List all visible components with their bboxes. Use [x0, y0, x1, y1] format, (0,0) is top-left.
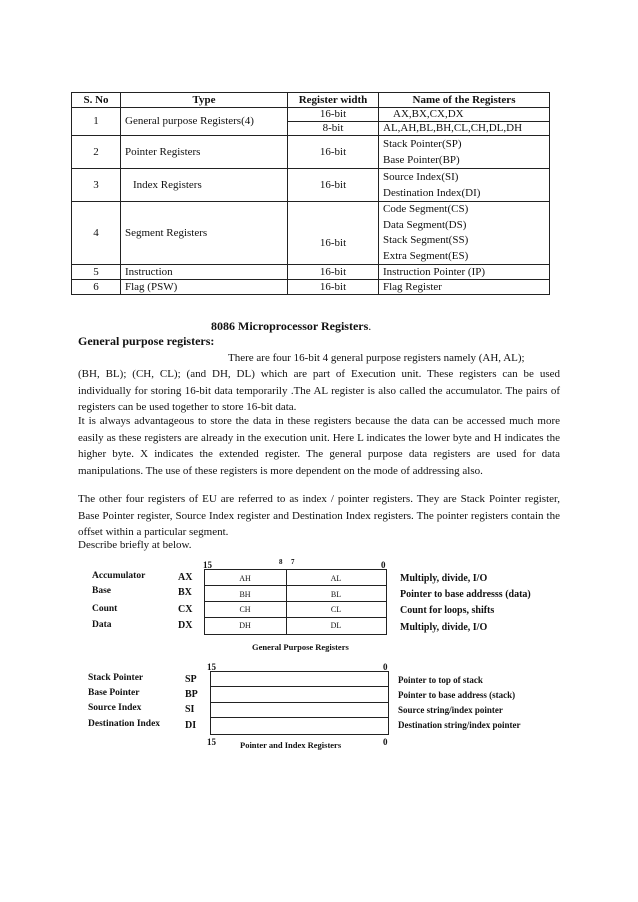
- row-type: Segment Registers: [121, 202, 288, 265]
- row-divider: [210, 686, 388, 687]
- register-name: Data: [92, 620, 112, 630]
- paragraph-4: Describe briefly at below.: [78, 539, 192, 551]
- table-row: [72, 108, 550, 122]
- row-names: Instruction Pointer (IP): [379, 265, 550, 280]
- register-name: Base Pointer: [88, 688, 140, 698]
- row-no: 1: [72, 108, 121, 136]
- gp-figure-caption: General Purpose Registers: [252, 642, 349, 652]
- bit-label: 15: [207, 737, 216, 747]
- high-byte: CH: [239, 605, 251, 614]
- register-code: SP: [185, 674, 197, 685]
- row-width: 16-bit: [288, 169, 379, 202]
- table-header-row: [72, 93, 550, 108]
- high-byte: DH: [239, 621, 251, 630]
- bit-label: 15: [207, 662, 216, 672]
- register-name: Base: [92, 586, 111, 596]
- row-width: 16-bit: [288, 136, 379, 169]
- table-row: [72, 136, 550, 169]
- row-no: 6: [72, 280, 121, 295]
- register-desc: Count for loops, shifts: [400, 605, 495, 616]
- register-desc: Multiply, divide, I/O: [400, 573, 488, 584]
- name-line: Extra Segment(ES): [383, 249, 469, 262]
- register-code: CX: [178, 604, 193, 615]
- header-width: Register width: [288, 93, 379, 108]
- register-code: DX: [178, 620, 193, 631]
- register-name: Accumulator: [92, 571, 146, 581]
- row-width: 16-bit: [288, 202, 379, 265]
- row-no: 4: [72, 202, 121, 265]
- row-width: 8-bit: [288, 122, 379, 136]
- row-width: 16-bit: [288, 108, 379, 122]
- bit-label: 0: [381, 560, 386, 570]
- bit-label: 0: [383, 737, 388, 747]
- name-line: Base Pointer(BP): [383, 154, 460, 166]
- caption-period: .: [368, 319, 372, 333]
- low-byte: DL: [330, 621, 342, 630]
- row-names: AL,AH,BL,BH,CL,CH,DL,DH: [379, 122, 550, 136]
- row-no: 2: [72, 136, 121, 169]
- register-name: Source Index: [88, 703, 142, 713]
- paragraph-1: (BH, BL); (CH, CL); (and DH, DL) which are part of Execution unit. These registers can be used individually for storing 16-bit data temporarily .The AL register is also called the accumulator. The pairs of registers can be used together to store 16-bit data.: [78, 368, 560, 413]
- paragraph-3: The other four registers of EU are referred to as index / pointer registers. They are Stack Pointer register, Base Pointer register, Source Index register and Destination Index registers. The pointer registers contain the offset within a particular segment.: [78, 493, 560, 538]
- row-type: Instruction: [121, 265, 288, 280]
- row-type: Flag (PSW): [121, 280, 288, 295]
- paragraph-1-line-1: There are four 16-bit 4 general purpose registers namely (AH, AL);: [228, 352, 525, 364]
- row-no: 3: [72, 169, 121, 202]
- row-names: [379, 169, 550, 202]
- low-byte: BL: [330, 590, 342, 599]
- table-row: [72, 169, 550, 202]
- register-code: SI: [185, 704, 195, 715]
- row-names: [379, 202, 550, 265]
- header-names: Name of the Registers: [379, 93, 550, 108]
- register-code: BP: [185, 689, 198, 700]
- page-caption: [211, 319, 371, 334]
- name-line: Stack Segment(SS): [383, 234, 469, 246]
- bit-label: 15: [203, 560, 212, 570]
- register-name: Count: [92, 604, 118, 614]
- register-desc: Pointer to base addresss (data): [400, 589, 531, 600]
- row-width: 16-bit: [288, 280, 379, 295]
- table-row: [72, 202, 550, 265]
- name-line: Destination Index(DI): [383, 187, 481, 199]
- pi-figure-caption: Pointer and Index Registers: [240, 740, 342, 750]
- high-byte: BH: [239, 590, 251, 599]
- row-names: Flag Register: [379, 280, 550, 295]
- table-row: [72, 265, 550, 280]
- row-divider: [204, 601, 386, 602]
- name-line: Data Segment(DS): [383, 218, 467, 231]
- register-desc: Source string/index pointer: [398, 705, 503, 715]
- name-line: Stack Pointer(SP): [383, 138, 462, 150]
- register-code: DI: [185, 720, 197, 731]
- table-row: [72, 280, 550, 295]
- caption-text: 8086 Microprocessor Registers: [211, 319, 369, 333]
- register-code: AX: [178, 572, 193, 583]
- paragraph-2: It is always advantageous to store the data in these registers because the data can be accessed much more easily as these registers are already in the execution unit. Here L indicates the lower byte and H indicates the higher byte. X indicates the extended register. The general purpose data registers are used for data manipulations. The use of these registers is more dependent on the mode of addressing also.: [78, 415, 560, 477]
- row-divider: [210, 717, 388, 718]
- registers-table: [71, 92, 550, 295]
- name-line: Source Index(SI): [383, 171, 459, 183]
- row-type: General purpose Registers(4): [121, 108, 288, 136]
- register-name: Stack Pointer: [88, 673, 144, 683]
- pi-register-box: [210, 671, 389, 735]
- row-width: 16-bit: [288, 265, 379, 280]
- row-names: AX,BX,CX,DX: [379, 108, 550, 122]
- register-desc: Multiply, divide, I/O: [400, 622, 488, 633]
- row-divider: [210, 702, 388, 703]
- row-type: Pointer Registers: [121, 136, 288, 169]
- header-sno: S. No: [72, 93, 121, 108]
- bit-label: 0: [383, 662, 388, 672]
- bit-label: 7: [291, 558, 295, 566]
- register-code: BX: [178, 587, 192, 598]
- row-divider: [204, 617, 386, 618]
- row-divider: [204, 585, 386, 586]
- row-no: 5: [72, 265, 121, 280]
- register-desc: Destination string/index pointer: [398, 720, 521, 730]
- register-desc: Pointer to base address (stack): [398, 690, 516, 700]
- register-desc: Pointer to top of stack: [398, 675, 483, 685]
- header-type: Type: [121, 93, 288, 108]
- bit-label: 8: [279, 558, 283, 566]
- low-byte: AL: [330, 574, 342, 583]
- row-type: Index Registers: [121, 169, 288, 202]
- high-byte: AH: [239, 574, 251, 583]
- row-names: [379, 136, 550, 169]
- register-name: Destination Index: [88, 719, 161, 729]
- name-line: Code Segment(CS): [383, 203, 469, 215]
- section-heading: General purpose registers:: [78, 334, 215, 348]
- low-byte: CL: [330, 605, 342, 614]
